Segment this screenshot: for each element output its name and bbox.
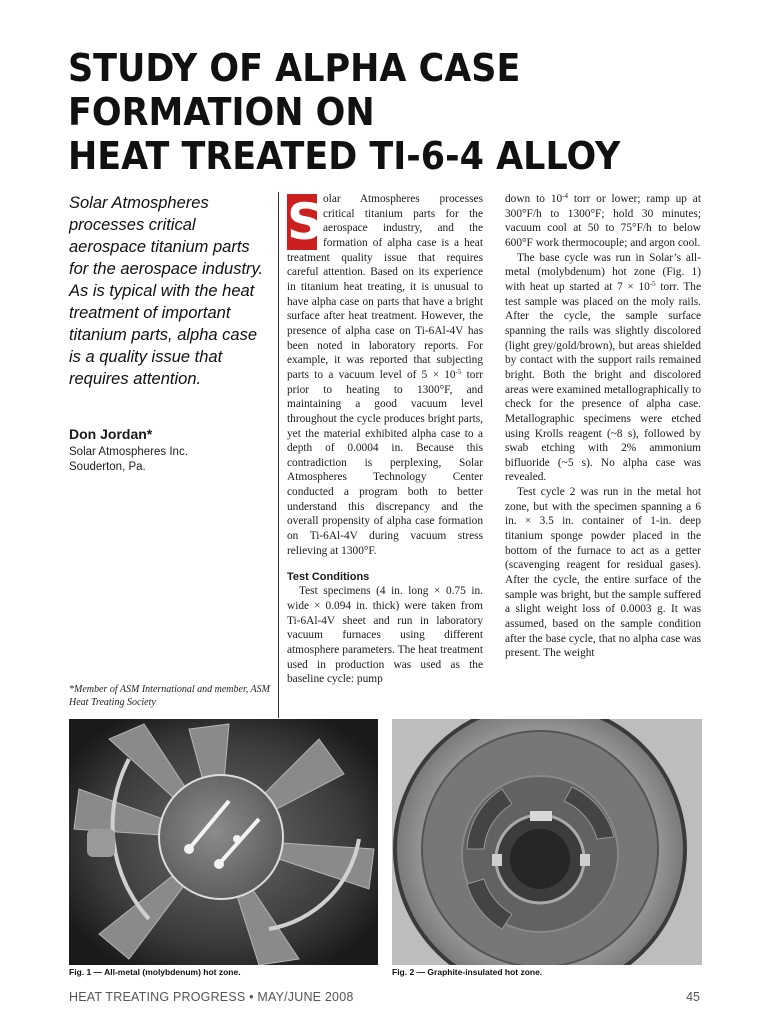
author-org: Solar Atmospheres Inc. — [69, 446, 188, 458]
body-column-3 — [505, 192, 701, 661]
cycle-paragraph — [505, 192, 701, 251]
hot-zone-metal-image — [69, 719, 378, 965]
page-number: 45 — [686, 990, 700, 1004]
section-heading: Test Conditions — [287, 571, 370, 584]
author-affiliation — [69, 445, 269, 475]
figure-1-photo — [69, 719, 378, 965]
exponent: -4 — [562, 192, 568, 200]
drop-cap: S — [287, 193, 324, 251]
intro-text: olar Atmospheres processes critical titanium parts for the aerospace industry, and the formation of alpha case is a heat treatment quality issue that requires careful attention. Based on its experience in titanium heat treating, it is unusual to have alpha case on parts that have a bright surface after heat treatment. However, the presence of alpha case on Ti-6Al-4V has been noted in laboratory reports. For example, it was reported that subjecting parts to a vacuum level of 5 × 10 — [287, 193, 483, 381]
test-conditions-paragraph: Test specimens (4 in. long × 0.75 in. wide × 0.094 in. thick) were taken from Ti-6Al-4V sheet and run in laboratory vacuum furnaces using different atmosphere parameters. The heat treatment used in production was used as the baseline cycle: pump — [287, 585, 483, 686]
article-deck: Solar Atmospheres processes critical aerospace titanium parts for the aerospace industry. As is typical with the heat treatment of important titanium parts, alpha case is a quality issue that requires attention. — [69, 194, 264, 388]
title-line-2: FORMATION ON — [68, 90, 375, 134]
column-divider — [278, 192, 279, 718]
title-line-1: STUDY OF ALPHA CASE — [68, 46, 521, 90]
intro-paragraph — [287, 192, 483, 558]
intro-text-tail: torr prior to heating to 1300°F, and maintaining a good vacuum level throughout the cycle produces bright parts, yet the material exhibited alpha case to a depth of 0.0004 in. Because this contradiction is perplexing, Solar Atmospheres Technology Center conducted a program both to better understand this discrepancy and the overall propensity of alpha case formation on Ti-6Al-4V during vacuum stress relieving at 1300°F. — [287, 368, 483, 557]
running-footer: HEAT TREATING PROGRESS • MAY/JUNE 2008 — [69, 990, 354, 1004]
cycle-text: down to 10 — [505, 193, 563, 205]
article-title — [68, 46, 675, 178]
base-cycle-text-tail: torr. The test sample was placed on the moly rails. After the cycle, the sample surface spanning the rails was slightly discolored (light grey/gold/brown), but areas shielded by contact with the support rails remained bright. Both the bright and discolored areas were examined metallographically to check for the presence of alpha case. Metallographic specimens were etched using Krolls reagent (~8 s), followed by swab etching with 2% ammonium bifluoride (~5 s). No alpha case was revealed. — [505, 280, 701, 484]
base-cycle-text: The base cycle was run in Solar’s all-metal (molybdenum) hot zone (Fig. 1) with heat up started at 7 × 10 — [505, 251, 701, 293]
body-column-2 — [287, 192, 483, 687]
figure-1-caption: Fig. 1 — All-metal (molybdenum) hot zone. — [69, 967, 241, 977]
author-name: Don Jordan* — [69, 426, 153, 442]
figure-2-caption: Fig. 2 — Graphite-insulated hot zone. — [392, 967, 543, 977]
title-line-3: HEAT TREATED TI-6-4 ALLOY — [68, 134, 621, 178]
hot-zone-graphite-image — [392, 719, 702, 965]
exponent: -5 — [649, 279, 656, 288]
exponent: -5 — [455, 367, 462, 376]
base-cycle-paragraph — [505, 251, 701, 486]
test-cycle-2-paragraph: Test cycle 2 was run in the metal hot zone, but with the specimen spanning a 6 in. × 3.5 in. container of 1-in. deep titanium sponge powder placed in the bottom of the furnace to act as a getter (scavenging reagent for residual gases). After the cycle, the entire surface of the sample was bright, but the sample suffered a slight weight loss of 0.0003 g. It was assumed, based on the sample condition after the base cycle, that no alpha case was present. The weight — [505, 486, 701, 660]
membership-footnote: *Member of ASM International and member, ASM Heat Treating Society — [69, 684, 270, 708]
figure-2-photo — [392, 719, 702, 965]
author-location: Souderton, Pa. — [69, 461, 146, 473]
cycle-text-tail: torr or lower; ramp up at 300°F/h to 1300°F; hold 30 minutes; vacuum cool at 50 to 75°F/h to below 600°F work thermocouple; and argon cool. — [505, 193, 701, 249]
